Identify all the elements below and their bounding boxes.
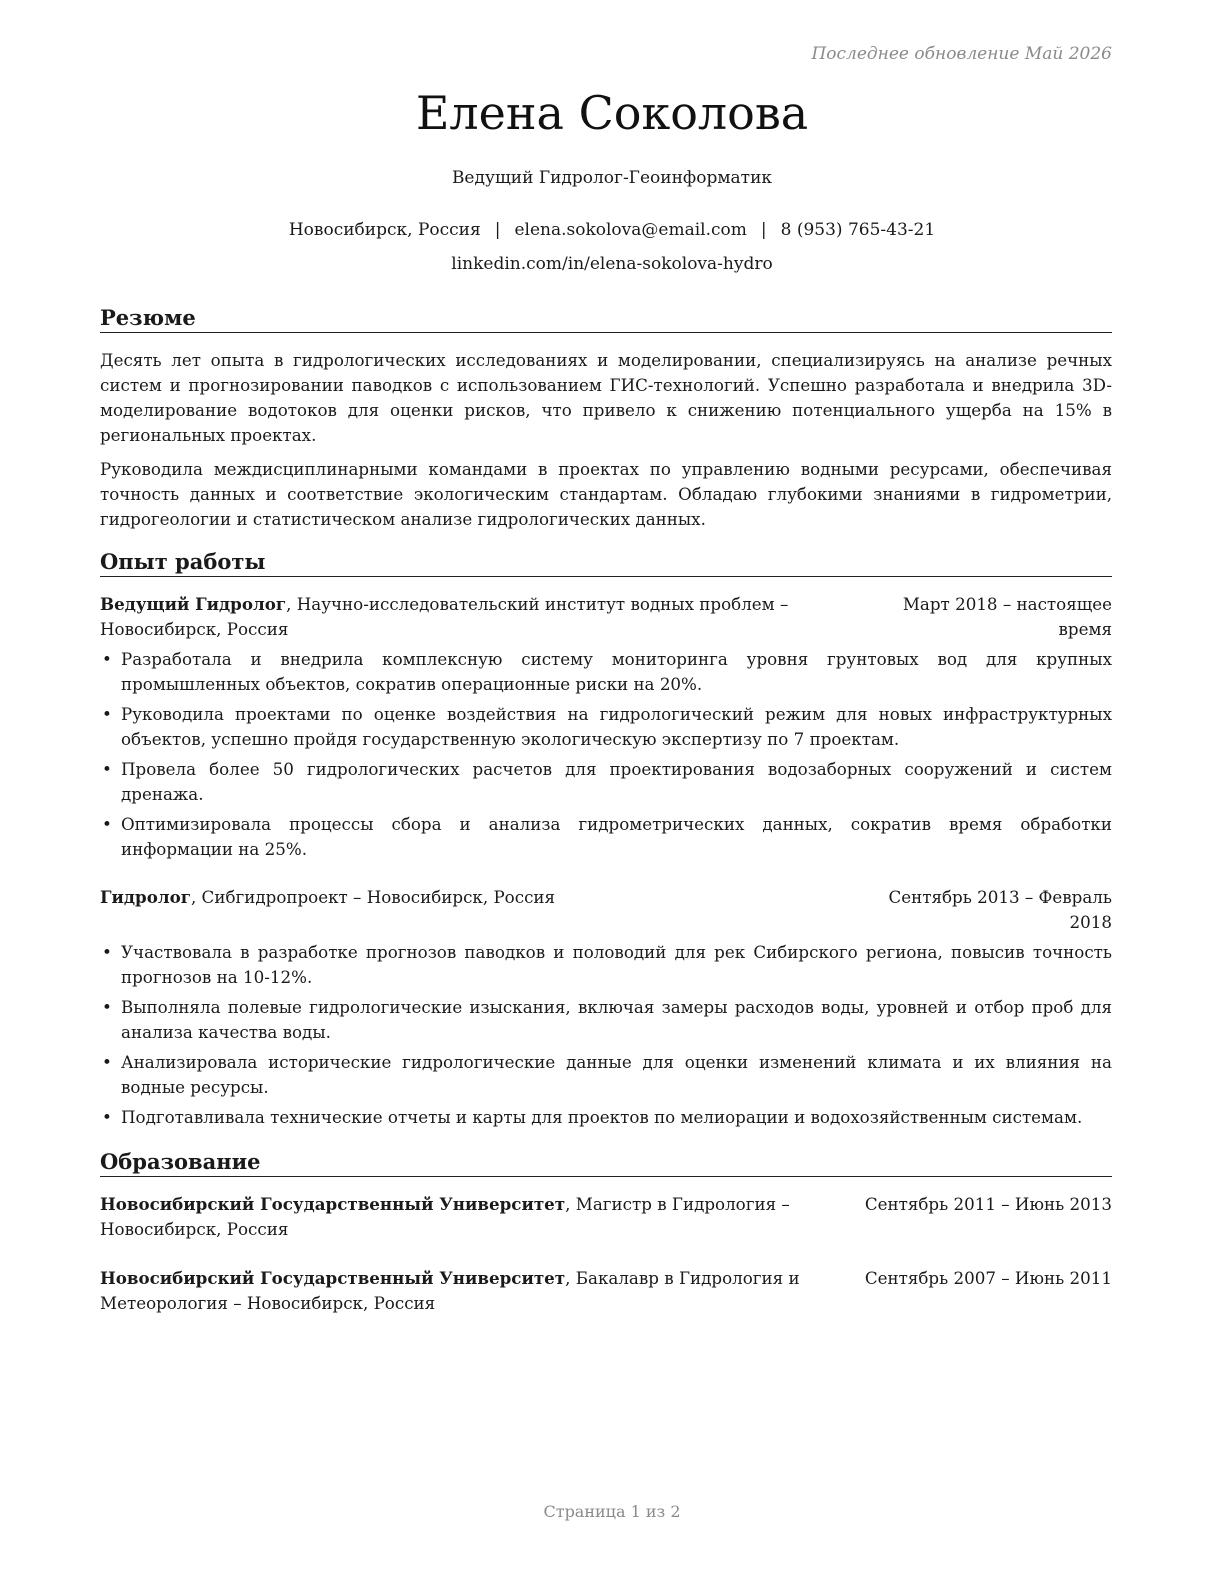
school-name: Новосибирский Государственный Университет <box>100 1268 566 1288</box>
job-bullets <box>100 647 1112 867</box>
job-bullets <box>100 940 1112 1135</box>
candidate-name: Елена Соколова <box>415 86 809 140</box>
education-entry <box>100 1266 1112 1316</box>
list-item: • Подготавливала технические отчеты и карты для проектов по мелиорации и водохозяйственным системам. <box>100 1105 1112 1130</box>
job-role: Гидролог <box>100 887 191 907</box>
last-updated: Последнее обновление Май 2026 <box>811 44 1112 64</box>
education-dates: Сентябрь 2011 – Июнь 2013 <box>864 1194 1112 1214</box>
job-role-org <box>100 592 850 642</box>
education-school-degree <box>100 1266 850 1316</box>
education-school-degree <box>100 1192 850 1242</box>
section-heading-education: Образование <box>100 1149 1112 1177</box>
page-number: Страница 1 из 2 <box>543 1502 681 1521</box>
job-dates: Сентябрь 2013 – Февраль 2018 <box>888 887 1112 932</box>
education-dates: Сентябрь 2007 – Июнь 2011 <box>864 1268 1112 1288</box>
contact-line <box>0 220 1224 240</box>
list-item: • Разработала и внедрила комплексную систему мониторинга уровня грунтовых вод для крупных промышленных объектов, сократив операционные риски на 20%. <box>102 649 1112 694</box>
job-role-org <box>100 885 850 910</box>
job-dates: Март 2018 – настоящее время <box>902 594 1112 639</box>
bullet-icon: • <box>102 649 112 669</box>
degree: , Магистр в Гидрология – Новосибирск, Россия <box>100 1194 790 1239</box>
list-item: • Провела более 50 гидрологических расчетов для проектирования водозаборных сооружений и систем дренажа. <box>102 759 1112 804</box>
job-role: Ведущий Гидролог <box>100 594 287 614</box>
bullet-icon: • <box>102 704 112 724</box>
list-item: • Выполняла полевые гидрологические изыскания, включая замеры расходов воды, уровней и отбор проб для анализа качества воды. <box>102 997 1112 1042</box>
education-entry <box>100 1192 1112 1242</box>
location: Новосибирск, Россия <box>288 220 481 240</box>
summary-paragraph: Десять лет опыта в гидрологических исследованиях и моделировании, специализируясь на анализе речных систем и прогнозировании паводков с использованием ГИС-технологий. Успешно разработала и внедрила 3D-моделирование водотоков для оценки рисков, что привело к снижению потенциального ущерба на 15% в региональных проектах. <box>100 350 1112 445</box>
separator: | <box>760 220 767 240</box>
linkedin-link[interactable]: linkedin.com/in/elena-sokolova-hydro <box>451 254 773 274</box>
bullet-icon: • <box>102 814 112 834</box>
phone-number: 8 (953) 765-43-21 <box>780 220 936 240</box>
degree: , Бакалавр в Гидрология и Метеорология – Новосибирск, Россия <box>100 1268 800 1313</box>
job-title: Ведущий Гидролог-Геоинформатик <box>451 168 773 188</box>
section-heading-experience: Опыт работы <box>100 549 1112 577</box>
list-item: • Оптимизировала процессы сбора и анализа гидрометрических данных, сократив время обработки информации на 25%. <box>102 814 1112 859</box>
list-item: • Анализировала исторические гидрологические данные для оценки изменений климата и их влияния на водные ресурсы. <box>102 1052 1112 1097</box>
separator: | <box>494 220 501 240</box>
email-link[interactable]: elena.sokolova@email.com <box>514 220 747 240</box>
bullet-icon: • <box>102 1107 112 1127</box>
bullet-icon: • <box>102 942 112 962</box>
bullet-icon: • <box>102 1052 112 1072</box>
school-name: Новосибирский Государственный Университет <box>100 1194 566 1214</box>
list-item: • Руководила проектами по оценке воздействия на гидрологический режим для новых инфраструктурных объектов, успешно пройдя государственную экологическую экспертизу по 7 проектам. <box>102 704 1112 749</box>
job-header <box>100 592 1112 642</box>
job-header <box>100 885 1112 935</box>
bullet-icon: • <box>102 997 112 1017</box>
summary-paragraph: Руководила междисциплинарными командами в проектах по управлению водными ресурсами, обеспечивая точность данных и соответствие экологическим стандартам. Обладаю глубокими знаниями в гидрометрии, гидрогеологии и статистическом анализе гидрологических данных. <box>100 459 1112 529</box>
job-org: , Научно-исследовательский институт водных проблем – Новосибирск, Россия <box>100 594 789 639</box>
bullet-icon: • <box>102 759 112 779</box>
list-item: • Участвовала в разработке прогнозов паводков и половодий для рек Сибирского региона, повысив точность прогнозов на 10-12%. <box>102 942 1112 987</box>
job-org: , Сибгидропроект – Новосибирск, Россия <box>190 887 556 907</box>
section-heading-summary: Резюме <box>100 305 1112 333</box>
